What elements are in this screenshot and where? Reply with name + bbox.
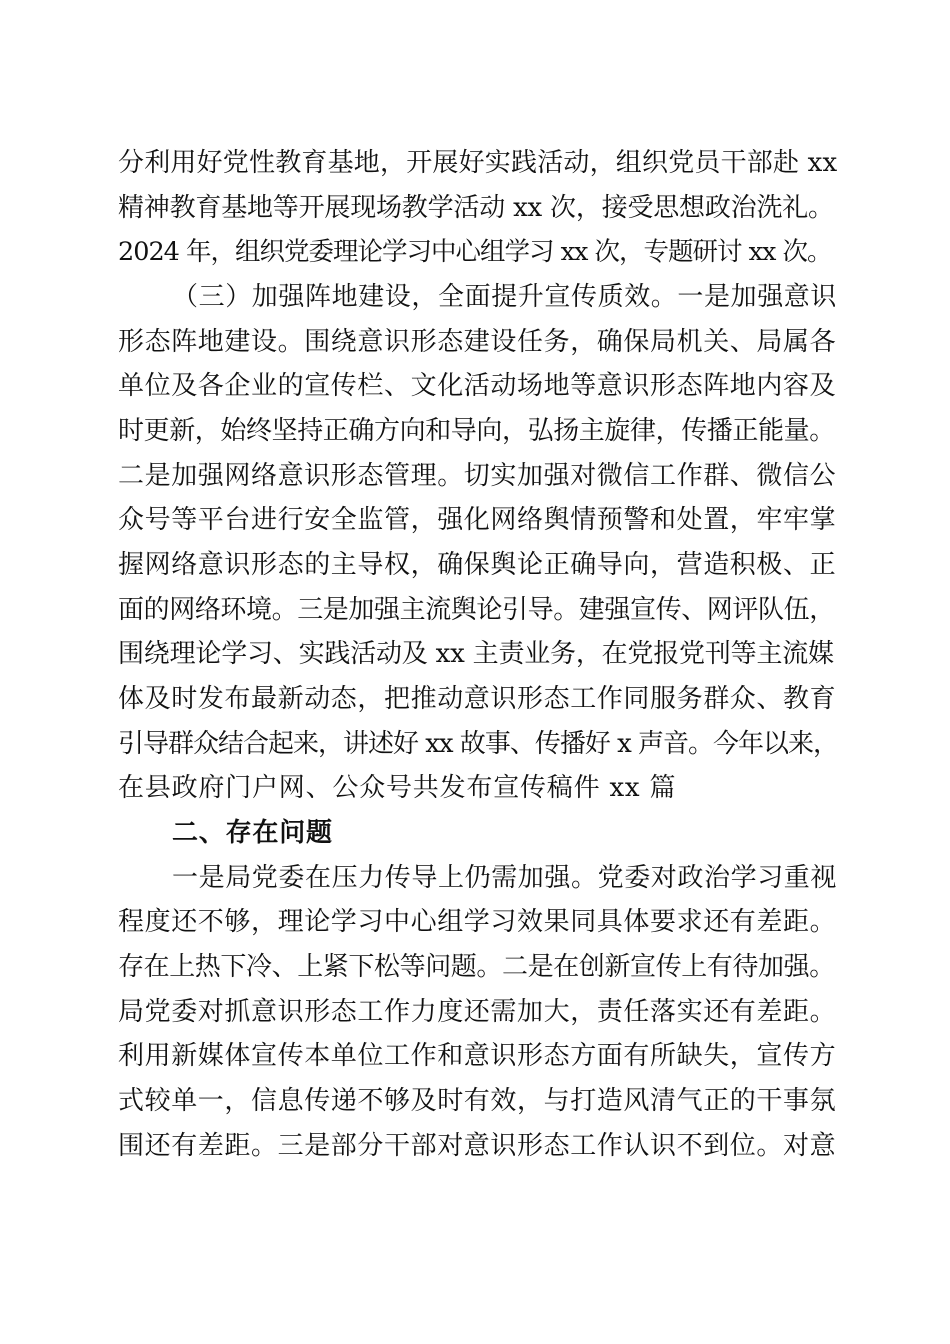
body-text-line: 单位及各企业的宣传栏、文化活动场地等意识形态阵地内容及 xyxy=(118,371,837,401)
section-heading-line: （三）加强阵地建设，全面提升宣传质效。一是加强意识 xyxy=(172,282,838,312)
body-text-line: 时更新，始终坚持正确方向和导向，弘扬主旋律，传播正能量。 xyxy=(118,416,835,446)
body-text-line: 二是加强网络意识形态管理。切实加强对微信工作群、微信公 xyxy=(118,461,837,491)
body-text-line: 分利用好党性教育基地，开展好实践活动，组织党员干部赴 xx xyxy=(118,148,838,178)
body-text-line: 面的网络环境。三是加强主流舆论引导。建强宣传、网评队伍， xyxy=(118,595,835,625)
body-text-line: 精神教育基地等开展现场教学活动 xx 次，接受思想政治洗礼。 xyxy=(118,193,834,223)
body-text-line: 利用新媒体宣传本单位工作和意识形态方面有所缺失，宣传方 xyxy=(118,1041,837,1071)
body-text-line: 引导群众结合起来，讲述好 xx 故事、传播好 x 声音。今年以来， xyxy=(118,729,839,759)
body-text-line: 一是局党委在压力传导上仍需加强。党委对政治学习重视 xyxy=(172,863,838,893)
body-text-line: 形态阵地建设。围绕意识形态建设任务，确保局机关、局属各 xyxy=(118,327,837,357)
body-text-line: 程度还不够，理论学习中心组学习效果同具体要求还有差距。 xyxy=(118,907,837,937)
section-heading: 二、存在问题 xyxy=(172,818,333,848)
body-text-line: 体及时发布最新动态，把推动意识形态工作同服务群众、教育 xyxy=(118,684,837,714)
body-text-line: 局党委对抓意识形态工作力度还需加大，责任落实还有差距。 xyxy=(118,997,837,1027)
body-text-line: 2024 年，组织党委理论学习中心组学习 xx 次，专题研讨 xx 次。 xyxy=(118,237,832,267)
body-text-line: 存在上热下冷、上紧下松等问题。二是在创新宣传上有待加强。 xyxy=(118,952,835,982)
body-text-line: 围还有差距。三是部分干部对意识形态工作认识不到位。对意 xyxy=(118,1131,837,1161)
body-text-line: 众号等平台进行安全监管，强化网络舆情预警和处置，牢牢掌 xyxy=(118,505,837,535)
body-text-line: 式较单一，信息传递不够及时有效，与打造风清气正的干事氛 xyxy=(118,1086,837,1116)
body-text-line: 围绕理论学习、实践活动及 xx 主责业务，在党报党刊等主流媒 xyxy=(118,639,834,669)
body-text-line: 在县政府门户网、公众号共发布宣传稿件 xx 篇 xyxy=(118,773,677,803)
body-text-line: 握网络意识形态的主导权，确保舆论正确导向，营造积极、正 xyxy=(118,550,837,580)
